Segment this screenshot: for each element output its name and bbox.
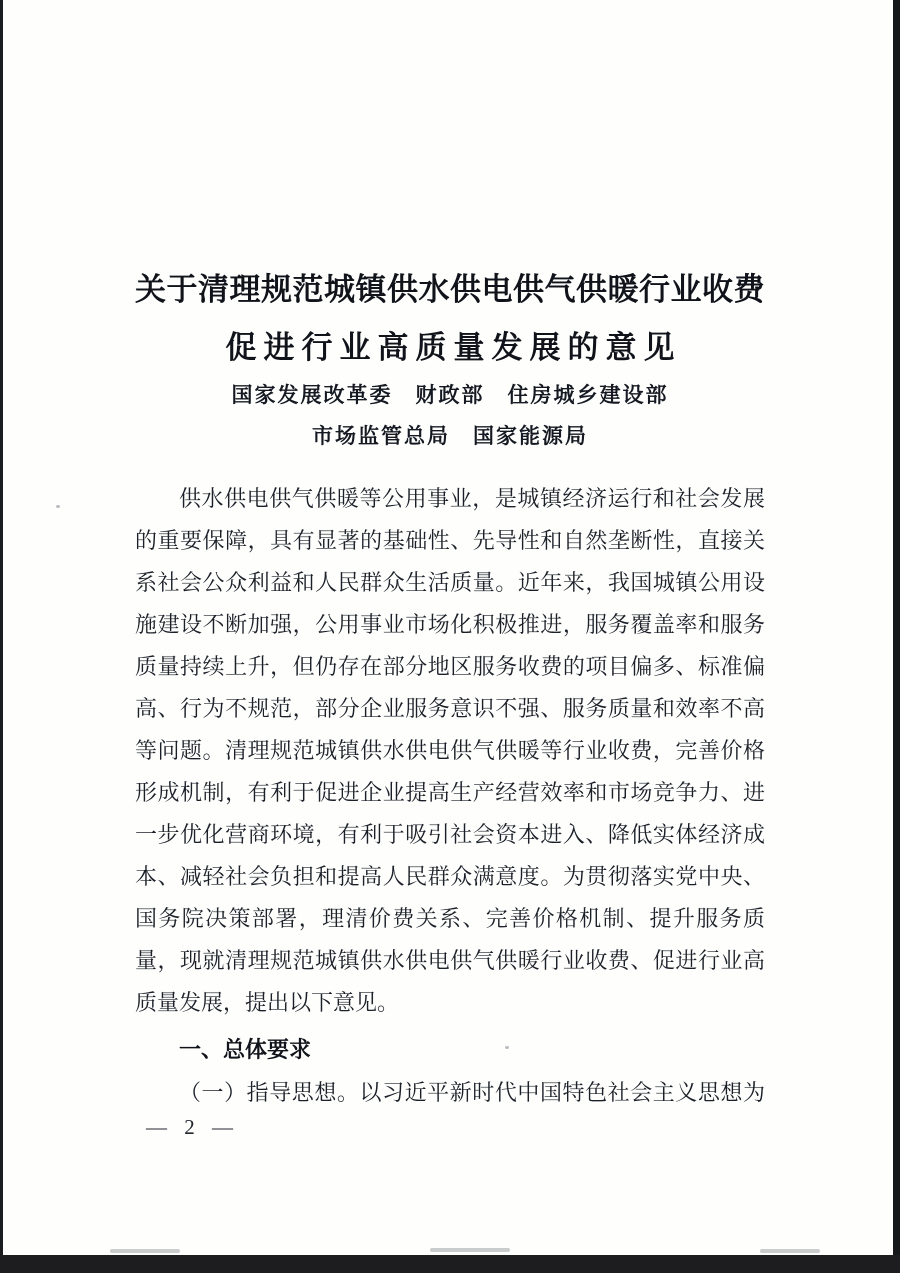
body-text-line: 量，现就清理规范城镇供水供电供气供暖行业收费、促进行业高	[135, 948, 765, 973]
body-text-line: 质量持续上升，但仍存在部分地区服务收费的项目偏多、标准偏	[135, 654, 765, 679]
body-text-line: 系社会公众利益和人民群众生活质量。近年来，我国城镇公用设	[135, 570, 765, 595]
scan-smudge	[760, 1249, 820, 1253]
scan-edge-bottom	[0, 1255, 900, 1273]
scan-speck	[56, 505, 60, 508]
body-text-line: 施建设不断加强，公用事业市场化积极推进，服务覆盖率和服务	[135, 612, 765, 637]
body-text-line: 高、行为不规范，部分企业服务意识不强、服务质量和效率不高	[135, 696, 765, 721]
body-text-line: 本、减轻社会负担和提高人民群众满意度。为贯彻落实党中央、	[135, 864, 765, 889]
body-text-line: 供水供电供气供暖等公用事业，是城镇经济运行和社会发展	[179, 486, 765, 511]
scan-smudge	[430, 1248, 510, 1252]
page-number: — 2 —	[146, 1115, 239, 1139]
body-text-line: 形成机制，有利于促进企业提高生产经营效率和市场竞争力、进	[135, 780, 765, 805]
page-title-line-2: 促进行业高质量发展的意见	[225, 330, 682, 365]
page-title-line-1: 关于清理规范城镇供水供电供气供暖行业收费	[135, 272, 765, 307]
scan-smudge	[110, 1249, 180, 1253]
body-text-line: 一步优化营商环境，有利于吸引社会资本进入、降低实体经济成	[135, 822, 765, 847]
issuing-agencies-line-2: 市场监管总局 国家能源局	[312, 424, 588, 448]
body-text-line: 等问题。清理规范城镇供水供电供气供暖等行业收费，完善价格	[135, 738, 765, 763]
issuing-agencies-line-1: 国家发展改革委 财政部 住房城乡建设部	[231, 383, 669, 407]
section-heading: 一、总体要求	[179, 1038, 312, 1063]
document-body	[135, 478, 765, 1024]
scan-edge-right	[893, 0, 900, 1273]
body-text-line: 国务院决策部署，理清价费关系、完善价格机制、提升服务质	[135, 906, 765, 931]
body-text-line: 的重要保障，具有显著的基础性、先导性和自然垄断性，直接关	[135, 528, 765, 553]
body-text-line: 质量发展，提出以下意见。	[135, 990, 400, 1015]
scan-edge-left	[0, 0, 3, 1273]
subsection-text-line: （一）指导思想。以习近平新时代中国特色社会主义思想为	[179, 1080, 765, 1105]
